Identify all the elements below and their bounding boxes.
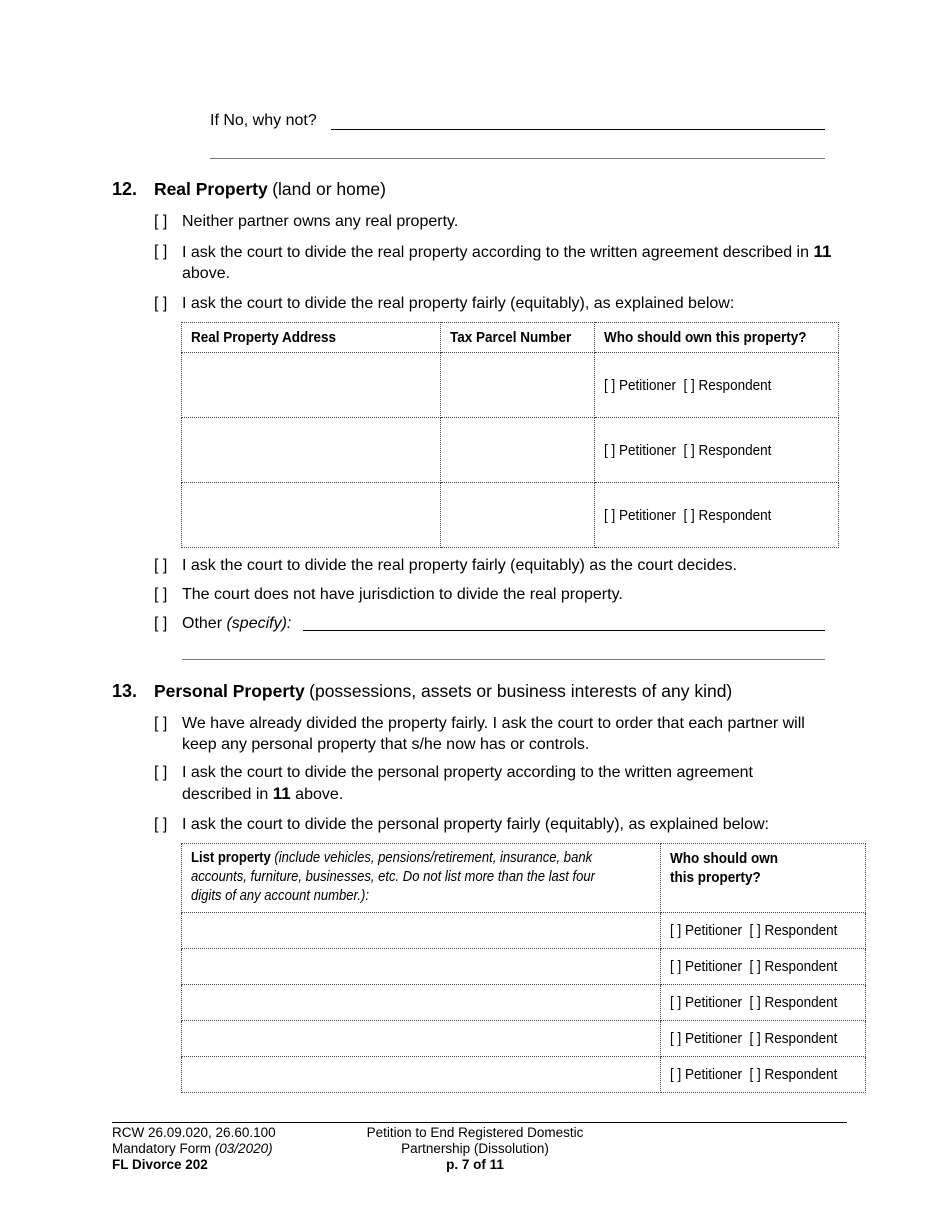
owner-choice-cell [661, 985, 866, 1021]
header-list-property-italic: (include vehicles, pensions/retirement, insurance, bank accounts, furniture, businesses, etc. Do not list more than the last four digits of any account number.): [191, 850, 596, 904]
other-specify-input-line[interactable] [303, 630, 825, 631]
respondent-checkbox[interactable]: [ ] Respondent [749, 1030, 838, 1047]
option-12-agreement-text [182, 241, 842, 284]
checkbox-13-already-divided[interactable]: [ ] [154, 715, 168, 732]
owner-choice-cell [595, 483, 839, 548]
footer-form-date: (03/2020) [214, 1141, 273, 1156]
section-12-heading [112, 179, 386, 200]
option-12-neither-text: Neither partner owns any real property. [182, 213, 459, 230]
option-12-other-label: Other [182, 615, 223, 632]
section-12-number: 12. [112, 179, 138, 199]
if-no-input-line[interactable] [331, 129, 825, 130]
personal-property-header-row [182, 844, 866, 913]
option-13-already-divided [154, 713, 842, 755]
option-13-agreement-pre: I ask the court to divide the personal property according to the written agreement described in [182, 764, 753, 803]
real-property-address-cell[interactable] [182, 418, 441, 483]
real-property-header-row [182, 323, 839, 353]
petitioner-checkbox[interactable]: [ ] Petitioner [670, 1066, 743, 1083]
header-list-property-bold: List property [191, 850, 271, 866]
option-12-fairly-below [154, 293, 842, 314]
option-12-agreement-post: above. [182, 265, 231, 282]
option-13-fairly-below [154, 814, 842, 835]
property-item-cell[interactable] [182, 1057, 661, 1093]
checkbox-12-fairly-below[interactable]: [ ] [154, 295, 168, 312]
owner-choice-cell [661, 1021, 866, 1057]
section-13-title: Personal Property [153, 681, 305, 701]
footer-page-number: p. 7 of 11 [446, 1157, 504, 1172]
option-13-fairly-below-text: I ask the court to divide the personal property fairly (equitably), as explained below: [182, 816, 769, 833]
petitioner-checkbox[interactable]: [ ] Petitioner [604, 441, 677, 459]
header-list-property [182, 844, 661, 913]
petitioner-checkbox[interactable]: [ ] Petitioner [604, 506, 677, 524]
footer-rcw: RCW 26.09.020, 26.60.100 [112, 1125, 276, 1140]
respondent-checkbox[interactable]: [ ] Respondent [749, 922, 838, 939]
table-row [182, 985, 866, 1021]
option-12-agreement [154, 241, 842, 284]
option-12-agreement-ref: 11 [813, 242, 832, 261]
real-property-address-cell[interactable] [182, 483, 441, 548]
option-12-other [154, 613, 291, 634]
header-real-property-address: Real Property Address [182, 323, 441, 353]
table-row [182, 1021, 866, 1057]
checkbox-13-fairly-below[interactable]: [ ] [154, 816, 168, 833]
footer-left [112, 1125, 276, 1173]
header-who-should-own-13: Who should own this property? [661, 844, 866, 913]
table-row [182, 949, 866, 985]
respondent-checkbox[interactable]: [ ] Respondent [749, 1066, 838, 1083]
checkbox-12-other[interactable]: [ ] [154, 615, 168, 632]
respondent-checkbox[interactable]: [ ] Respondent [749, 958, 838, 975]
table-row [182, 353, 839, 418]
section-13-subtitle: (possessions, assets or business interests of any kind) [309, 681, 733, 701]
owner-choice-cell [595, 353, 839, 418]
option-13-agreement-ref: 11 [272, 784, 291, 803]
checkbox-12-court-decides[interactable]: [ ] [154, 557, 168, 574]
section-13-number: 13. [112, 681, 138, 701]
personal-property-table [181, 843, 866, 1093]
respondent-checkbox[interactable]: [ ] Respondent [749, 994, 838, 1011]
section-12-subtitle: (land or home) [272, 179, 386, 199]
checkbox-12-no-jurisdiction[interactable]: [ ] [154, 586, 168, 603]
owner-choice-cell [661, 1057, 866, 1093]
footer-mandatory-form-label: Mandatory Form [112, 1141, 212, 1156]
petitioner-checkbox[interactable]: [ ] Petitioner [670, 1030, 743, 1047]
option-13-agreement [154, 762, 802, 805]
option-12-other-specify: (specify): [226, 615, 292, 632]
checkbox-12-neither[interactable]: [ ] [154, 213, 168, 230]
respondent-checkbox[interactable]: [ ] Respondent [683, 376, 772, 394]
tax-parcel-cell[interactable] [441, 418, 595, 483]
petitioner-checkbox[interactable]: [ ] Petitioner [670, 994, 743, 1011]
property-item-cell[interactable] [182, 985, 661, 1021]
other-specify-input-line-2[interactable] [182, 659, 825, 660]
option-12-neither [154, 211, 842, 232]
footer-center [345, 1125, 605, 1173]
owner-choice-cell [661, 913, 866, 949]
respondent-checkbox[interactable]: [ ] Respondent [683, 506, 772, 524]
footer-title-line1: Petition to End Registered Domestic [366, 1125, 584, 1140]
section-12-title: Real Property [153, 179, 268, 199]
option-12-no-jurisdiction-text: The court does not have jurisdiction to divide the real property. [182, 586, 623, 603]
checkbox-12-agreement[interactable]: [ ] [154, 243, 168, 260]
option-12-fairly-below-text: I ask the court to divide the real property fairly (equitably), as explained below: [182, 295, 735, 312]
table-row [182, 483, 839, 548]
option-13-already-divided-text: We have already divided the property fairly. I ask the court to order that each partner will keep any personal property that s/he now has or controls. [182, 715, 805, 753]
tax-parcel-cell[interactable] [441, 353, 595, 418]
table-row [182, 1057, 866, 1093]
property-item-cell[interactable] [182, 949, 661, 985]
petitioner-checkbox[interactable]: [ ] Petitioner [604, 376, 677, 394]
option-12-no-jurisdiction [154, 584, 842, 605]
if-no-label: If No, why not? [210, 112, 317, 129]
footer-form-id: FL Divorce 202 [112, 1157, 208, 1172]
respondent-checkbox[interactable]: [ ] Respondent [683, 441, 772, 459]
option-12-court-decides [154, 555, 842, 576]
real-property-address-cell[interactable] [182, 353, 441, 418]
footer-rule [112, 1122, 847, 1123]
option-13-agreement-text [182, 762, 802, 805]
header-tax-parcel-number: Tax Parcel Number [441, 323, 595, 353]
petitioner-checkbox[interactable]: [ ] Petitioner [670, 922, 743, 939]
owner-choice-cell [661, 949, 866, 985]
checkbox-13-agreement[interactable]: [ ] [154, 764, 168, 781]
header-who-should-own: Who should own this property? [595, 323, 839, 353]
property-item-cell[interactable] [182, 1021, 661, 1057]
owner-choice-cell [595, 418, 839, 483]
footer-title-line2: Partnership (Dissolution) [401, 1141, 549, 1156]
real-property-table [181, 322, 839, 548]
option-13-agreement-post: above. [295, 786, 344, 803]
option-12-agreement-pre: I ask the court to divide the real property according to the written agreement described in [182, 244, 810, 261]
section-13-heading [112, 681, 732, 702]
tax-parcel-cell[interactable] [441, 483, 595, 548]
option-12-court-decides-text: I ask the court to divide the real property fairly (equitably) as the court decides. [182, 557, 737, 574]
table-row [182, 913, 866, 949]
footer-mandatory-form [112, 1141, 276, 1157]
if-no-input-line-2[interactable] [210, 158, 825, 159]
petitioner-checkbox[interactable]: [ ] Petitioner [670, 958, 743, 975]
table-row [182, 418, 839, 483]
property-item-cell[interactable] [182, 913, 661, 949]
